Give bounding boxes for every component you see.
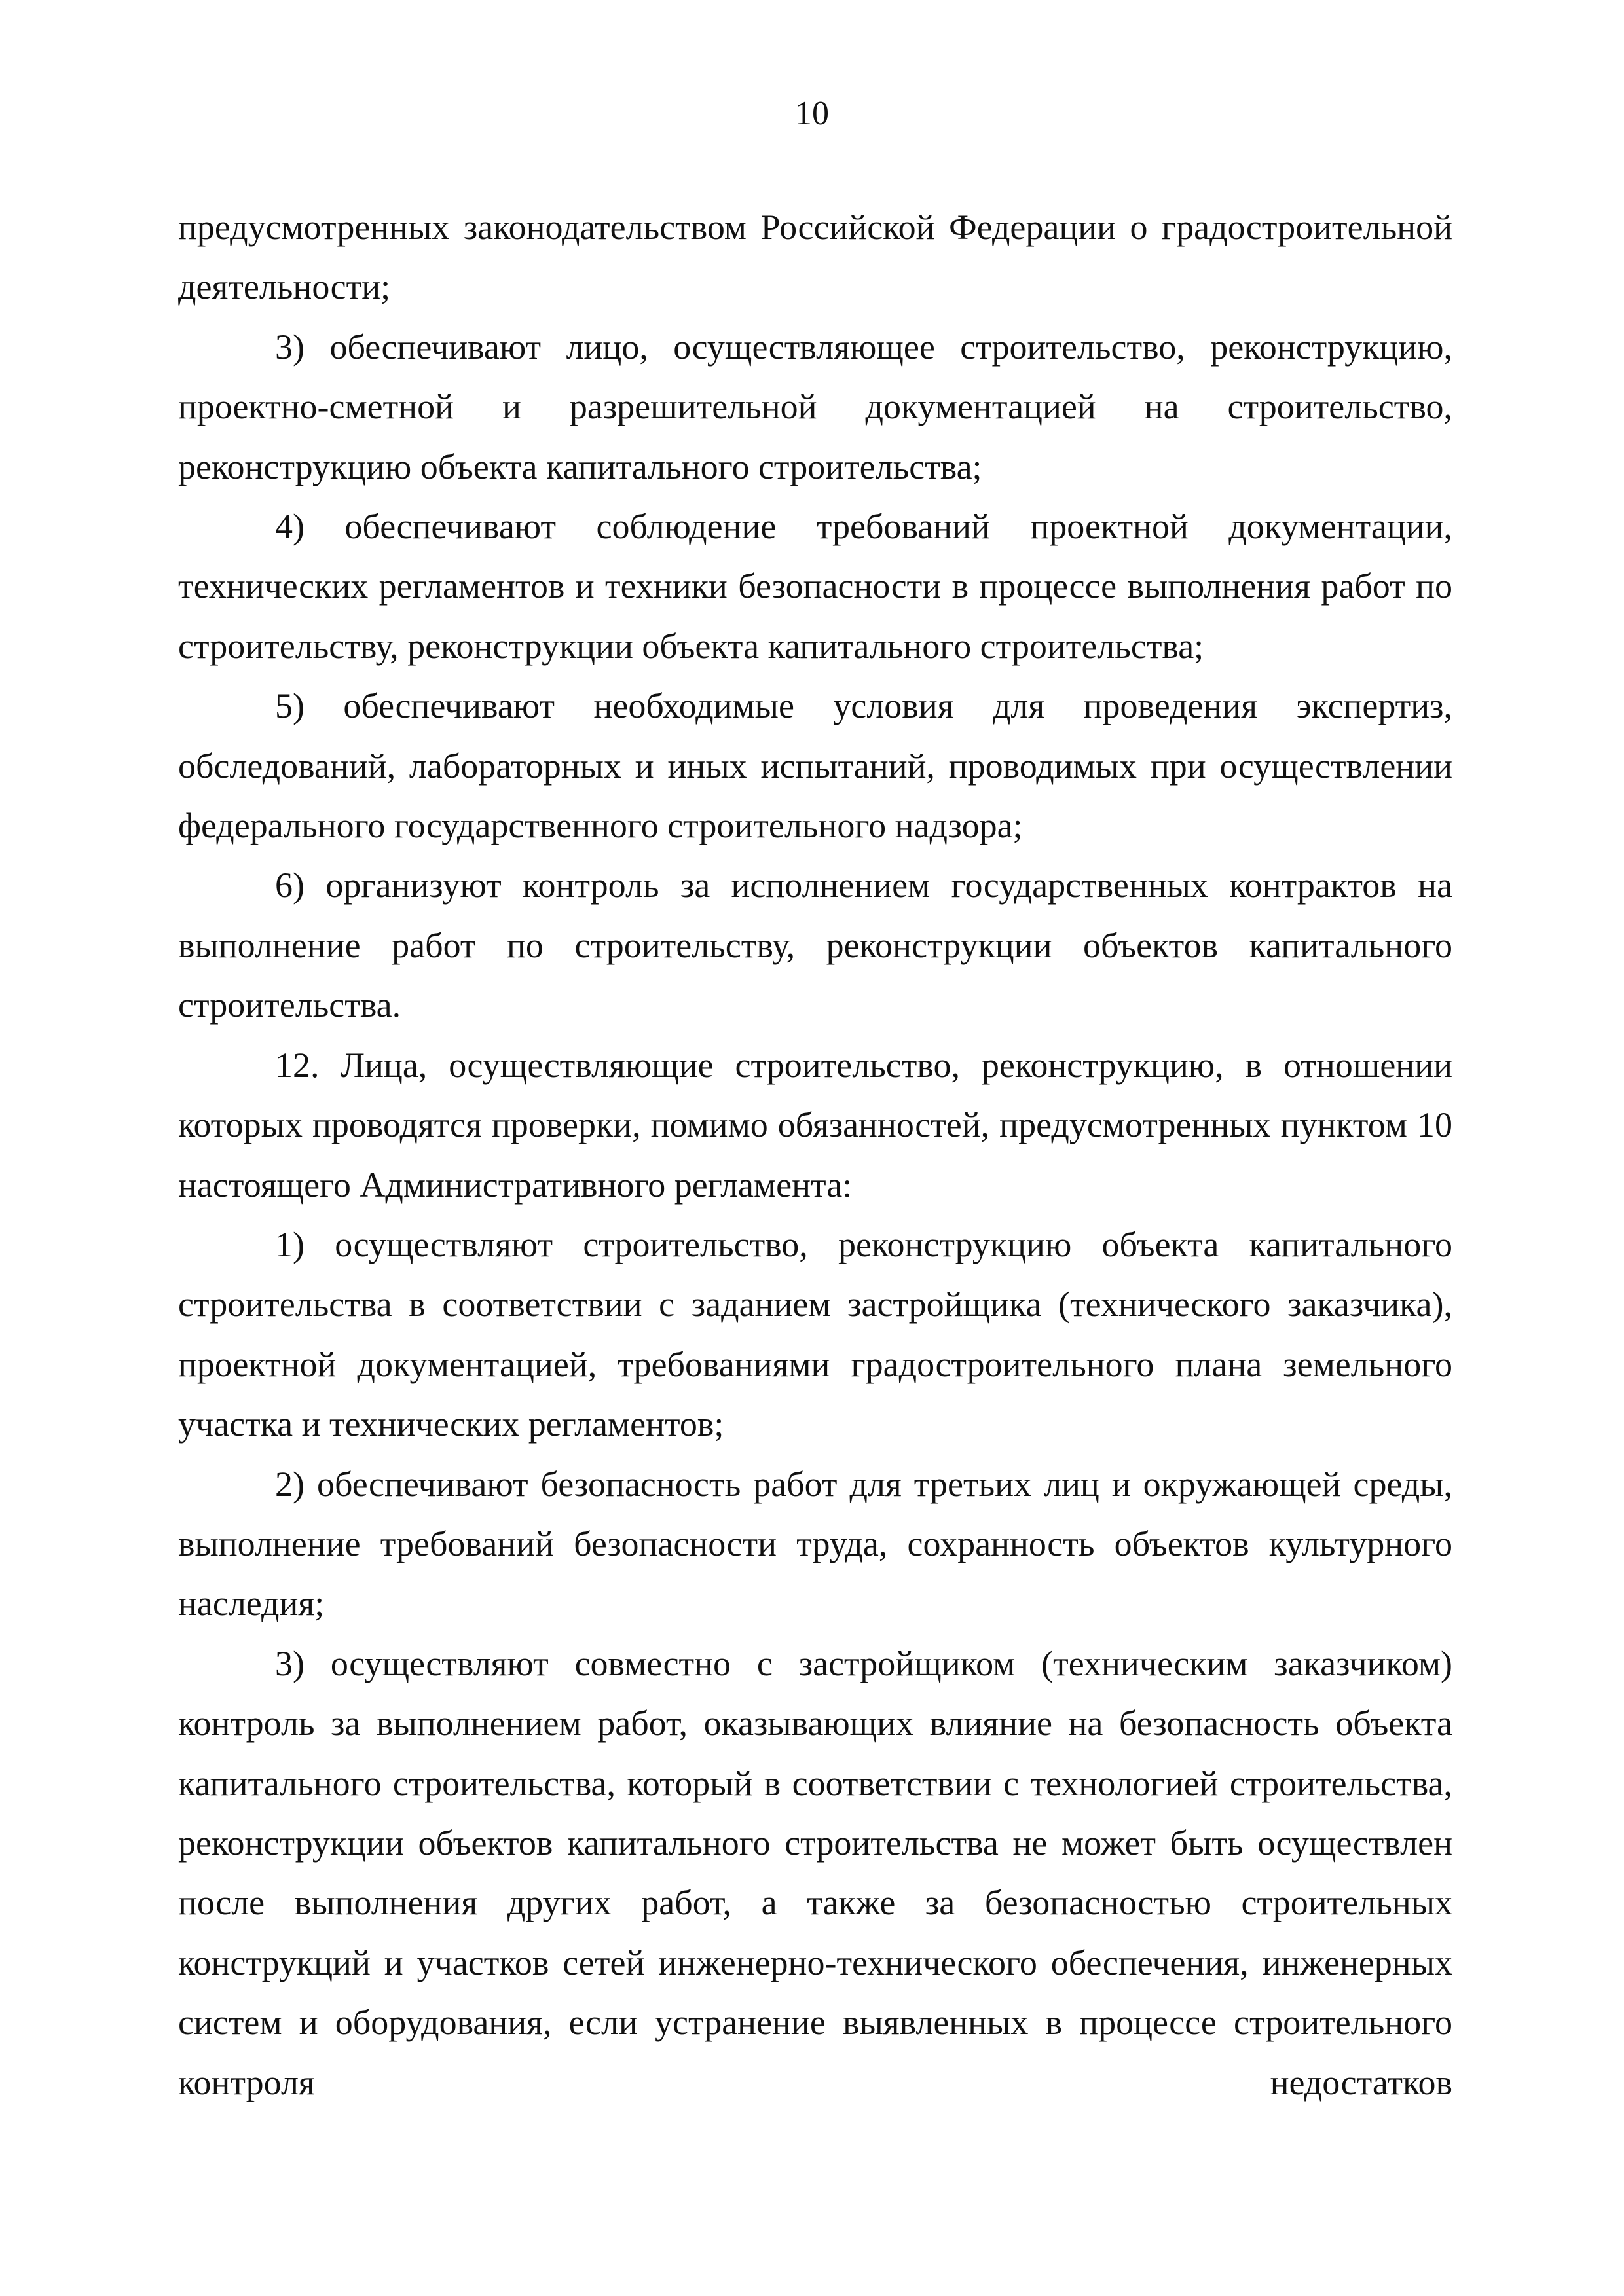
paragraph-section-12-item-3: 3) осуществляют совместно с застройщиком (техническим заказчиком) контроль за выполнением работ, оказывающих влияние на безопасность объекта капитального строительства, который в соответствии с технологией строительства, реконструкции объектов капитального строительства не может быть осуществлен после выполнения других работ, а также за безопасностью строительных конструкций и участков сетей инженерно-технического обеспечения, инженерных систем и оборудования, если устранение выявленных в процессе строительного контроля недостатков — [178, 1643, 1452, 2102]
paragraph-continuation: предусмотренных законодательством Российской Федерации о градостроительной деятельности; — [178, 208, 1452, 307]
paragraph-item-3: 3) обеспечивают лицо, осуществляющее строительство, реконструкцию, проектно-сметной и разрешительной документацией на строительство, реконструкцию объекта капитального строительства; — [178, 327, 1452, 486]
paragraph-item-6: 6) организуют контроль за исполнением государственных контрактов на выполнение работ по строительству, реконструкции объектов капитального строительства. — [178, 866, 1452, 1025]
paragraph-section-12-item-1: 1) осуществляют строительство, реконструкцию объекта капитального строительства в соответствии с заданием застройщика (технического заказчика), проектной документацией, требованиями градостроительного плана земельного участка и технических регламентов; — [178, 1224, 1452, 1444]
document-body — [178, 198, 1452, 2113]
paragraph-item-4: 4) обеспечивают соблюдение требований проектной документации, технических регламентов и техники безопасности в процессе выполнения работ по строительству, реконструкции объекта капитального строительства; — [178, 507, 1452, 666]
paragraph-item-5: 5) обеспечивают необходимые условия для проведения экспертиз, обследований, лабораторных и иных испытаний, проводимых при осуществлении федерального государственного строительного надзора; — [178, 686, 1452, 846]
paragraph-section-12-item-2: 2) обеспечивают безопасность работ для третьих лиц и окружающей среды, выполнение требований безопасности труда, сохранность объектов культурного наследия; — [178, 1464, 1452, 1624]
page-number: 10 — [795, 95, 829, 132]
paragraph-section-12: 12. Лица, осуществляющие строительство, реконструкцию, в отношении которых проводятся проверки, помимо обязанностей, предусмотренных пунктом 10 настоящего Административного регламента: — [178, 1045, 1452, 1205]
